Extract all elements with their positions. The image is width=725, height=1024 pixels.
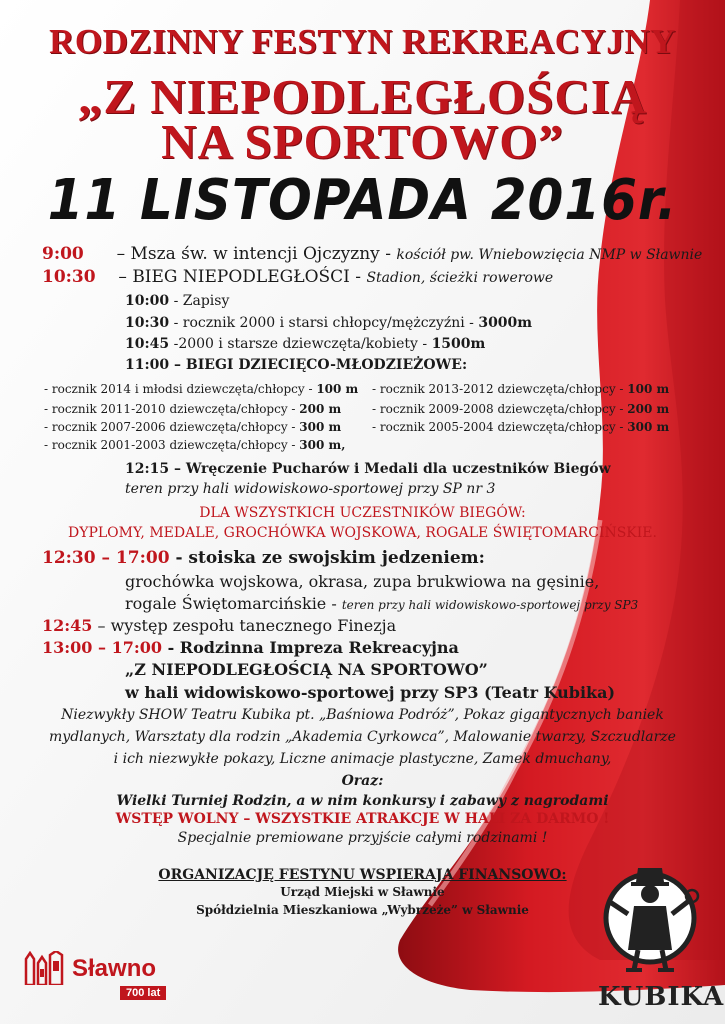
show-description: i ich niezwykłe pokazy, Liczne animacje plastyczne, Zamek dmuchany, (113, 751, 612, 767)
free-entry-line: WSTĘP WOLNY – WSZYSTKIE ATRAKCJE W HALI ZA DARMO ! (115, 811, 610, 827)
festival-date: 11 LISTOPADA 2016r. (47, 168, 678, 233)
show-description: mydlanych, Warsztaty dla rodzin „Akademia Cyrkowca”, Malowanie twarzy, Szczudlarze (49, 729, 676, 745)
mass-title: Msza św. w intencji Ojczyzny (130, 244, 380, 264)
run-item (125, 293, 229, 309)
kids-category (44, 438, 345, 452)
slawno-years-badge: 700 lat (120, 986, 166, 1000)
food-place: teren przy hali widowiskowo-sportowej przy SP3 (341, 598, 639, 612)
kids-category-distance: 200 m (627, 402, 670, 416)
festival-name-line1: „Z NIEPODLEGŁOŚCIĄ (77, 69, 648, 124)
festival-title: RODZINNY FESTYN REKREACYJNY (49, 22, 676, 61)
kids-category-distance: 300 m (299, 420, 342, 434)
run-item-text: - Zapisy (169, 293, 230, 309)
run-item-text: – BIEGI DZIECIĘCO-MŁODZIEŻOWE: (169, 357, 468, 373)
mass-dash: – (116, 244, 126, 264)
schedule-run (42, 267, 553, 287)
run-item-time: 10:30 (125, 315, 170, 331)
kids-category-distance: 100 m (627, 382, 670, 396)
food-menu: grochówka wojskowa, okrasa, zupa brukwiowa na gęsinie, (125, 572, 600, 591)
dance-text: – występ zespołu tanecznego Finezja (92, 616, 397, 635)
dance-show (42, 616, 396, 635)
run-item-distance: 1500m (431, 336, 486, 352)
festival-name-line2: NA SPORTOWO” (161, 114, 564, 169)
food-menu-text: rogale Świętomarcińskie - (125, 594, 342, 613)
kids-category (44, 402, 341, 416)
schedule-mass (42, 244, 702, 264)
slawno-logo (24, 945, 184, 1005)
run-item-distance: 3000m (478, 315, 533, 331)
kids-category-text: - rocznik 2009-2008 dziewczęta/chłopcy - (372, 402, 628, 416)
kids-category-distance: 300 m, (299, 438, 346, 452)
run-place: Stadion, ścieżki rowerowe (366, 270, 554, 286)
kubika-name: KUBIKA (598, 982, 725, 1012)
food-menu-2 (125, 594, 638, 613)
run-item-time: 10:45 (125, 336, 170, 352)
kids-category (44, 382, 358, 396)
run-title: BIEG NIEPODLEGŁOŚCI (132, 267, 350, 287)
kids-category-text: - rocznik 2005-2004 dziewczęta/chłopcy - (372, 420, 628, 434)
run-item-text: -2000 i starsze dziewczęta/kobiety - (169, 336, 432, 352)
kids-category-distance: 300 m (627, 420, 670, 434)
sponsor-item: Spółdzielnia Mieszkaniowa „Wybrzeże” w Sławnie (196, 903, 529, 917)
kids-category-text: - rocznik 2001-2003 dziewczęta/chłopcy - (44, 438, 300, 452)
kids-category (372, 402, 669, 416)
kids-category (372, 420, 669, 434)
kids-category-text: - rocznik 2014 i młodsi dziewczęta/chłopcy - (44, 382, 317, 396)
all-runners-heading: DLA WSZYSTKICH UCZESTNIKÓW BIEGÓW: (199, 505, 526, 521)
awards-place: teren przy hali widowiskowo-sportowej przy SP nr 3 (125, 481, 496, 497)
food-stands (42, 548, 485, 568)
kids-category-distance: 100 m (316, 382, 359, 396)
kubika-logo (598, 858, 725, 1020)
dance-time: 12:45 (42, 616, 93, 635)
kids-category-text: - rocznik 2007-2006 dziewczęta/chłopcy - (44, 420, 300, 434)
kubika-figure-icon (598, 858, 703, 988)
party-time: 13:00 – 17:00 (42, 638, 163, 657)
sponsor-item: Urząd Miejski w Sławnie (280, 885, 445, 899)
run-time: 10:30 (42, 267, 96, 287)
food-time: 12:30 – 17:00 (42, 548, 170, 568)
families-line: Specjalnie premiowane przyjście całymi rodzinami ! (177, 830, 548, 846)
run-item-text: - rocznik 2000 i starsi chłopcy/mężczyźni - (169, 315, 479, 331)
all-runners-rewards: DYPLOMY, MEDALE, GROCHÓWKA WOJSKOWA, ROGALE ŚWIĘTOMARCIŃSKIE. (68, 525, 657, 541)
awards-text: – Wręczenie Pucharów i Medali dla uczestników Biegów (169, 461, 611, 477)
show-description: Niezwykły SHOW Teatru Kubika pt. „Baśniowa Podróż”, Pokaz gigantycznych baniek (61, 707, 664, 723)
party-name: „Z NIEPODLEGŁOŚCIĄ NA SPORTOWO” (125, 660, 488, 679)
food-title: - stoiska ze swojskim jedzeniem: (169, 548, 485, 568)
awards-line (125, 461, 611, 477)
party-venue: w hali widowiskowo-sportowej przy SP3 (Teatr Kubika) (125, 683, 616, 702)
awards-time: 12:15 (125, 461, 170, 477)
party-title: - Rodzinna Impreza Rekreacyjna (162, 638, 459, 657)
kids-category (372, 382, 669, 396)
kids-category-text: - rocznik 2011-2010 dziewczęta/chłopcy - (44, 402, 300, 416)
mass-time: 9:00 (42, 244, 84, 264)
run-dash: – (118, 267, 127, 287)
run-item (125, 336, 485, 352)
kids-category-text: - rocznik 2013-2012 dziewczęta/chłopcy - (372, 382, 628, 396)
also-heading: Oraz: (341, 773, 384, 789)
run-sep: - (355, 267, 362, 287)
slawno-name: Sławno (72, 955, 157, 982)
mass-place: kościół pw. Wniebowzięcia NMP w Sławnie (396, 247, 703, 263)
sponsors-heading: ORGANIZACJĘ FESTYNU WSPIERAJA FINANSOWO: (158, 867, 567, 883)
tournament-line: Wielki Turniej Rodzin, a w nim konkursy i zabawy z nagrodami (116, 793, 609, 809)
family-party (42, 638, 459, 657)
mass-sep: - (385, 244, 391, 264)
run-item (125, 315, 532, 331)
kids-category-distance: 200 m (299, 402, 342, 416)
run-item (125, 357, 467, 373)
run-item-time: 11:00 (125, 357, 170, 373)
castle-icon (24, 951, 70, 985)
run-item-time: 10:00 (125, 293, 170, 309)
kids-category (44, 420, 341, 434)
